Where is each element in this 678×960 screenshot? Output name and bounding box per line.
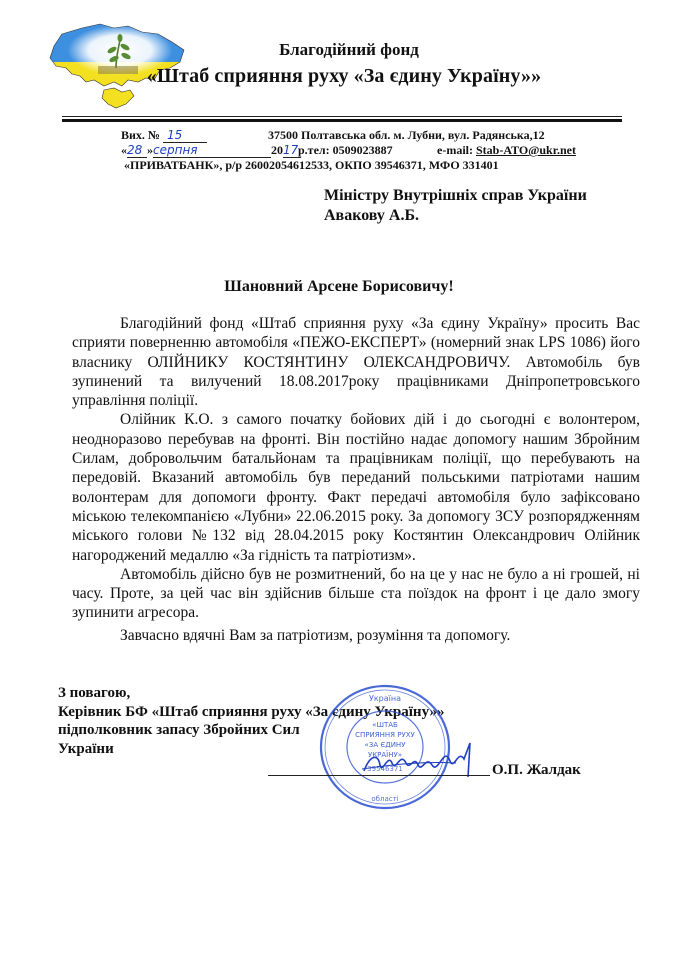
thanks-line: Завчасно вдячні Вам за патріотизм, розуміння та допомогу. — [120, 627, 511, 644]
outgoing-number: 15 — [163, 128, 207, 143]
svg-text:області: області — [371, 795, 399, 803]
addressee — [324, 186, 587, 226]
svg-text:«ШТАБ: «ШТАБ — [372, 721, 398, 729]
date-month: серпня — [153, 143, 271, 158]
date-year-prefix: 20 — [271, 143, 283, 157]
letter-body — [72, 314, 640, 623]
closing-rank-cont: України — [58, 740, 114, 757]
header-divider-thin — [62, 116, 622, 117]
email-label: e-mail: — [437, 143, 473, 157]
addressee-line2: Авакову А.Б. — [324, 207, 420, 224]
outgoing-label: Вих. № — [121, 128, 160, 142]
closing-regards: З повагою, — [58, 685, 131, 701]
closing-title: Керівник БФ «Штаб сприяння руху «За єдину Україну»» — [58, 703, 445, 720]
email-link[interactable]: Stab-ATO@ukr.net — [475, 143, 576, 157]
org-name-line2: «Штаб сприяння руху «За єдину Україну»» — [146, 65, 542, 87]
svg-text:«ЗА ЄДИНУ: «ЗА ЄДИНУ — [364, 741, 406, 749]
signature-line — [268, 775, 490, 776]
body-paragraph: Благодійний фонд «Штаб сприяння руху «За єдину Україну» просить Вас сприяти поверненню автомобіля «ПЕЖО-ЕКСПЕРТ» (номерний знак LPS 1086) його власнику ОЛІЙНИКУ КОСТЯНТИНУ ОЛЕКСАНДРОВИЧУ. Автомобіль був зупинений та вилучений 18.08.2017року працівниками Дніпропетровського управління поліції. — [72, 315, 640, 410]
svg-text:39546371: 39546371 — [367, 765, 403, 773]
bank-details: «ПРИВАТБАНК», р/р 26002054612533, ОКПО 39546371, МФО 331401 — [124, 158, 499, 172]
addressee-line1: Міністру Внутрішніх справ України — [324, 187, 587, 204]
svg-text:СПРИЯННЯ РУХУ: СПРИЯННЯ РУХУ — [355, 731, 415, 739]
body-paragraph: Олійник К.О. з самого початку бойових дій і до сьогодні є волонтером, неодноразово перебував на фронті. Він постійно надає допомогу нашим Збройним Силам, добровольчим батальйонам та працівникам поліції, що перебувають на передовій. Вказаний автомобіль був переданий польськими патріотами нашим волонтерам для допомоги фронту. Факт передачі автомобіля було зафіксовано міською телекомпанією «Лубни» 22.06.2015 року. За допомогу ЗСУ розпорядженням міського голови №132 від 28.04.2015 року Костянтин Олександрович Олійник нагороджений медаллю «За гідність та патріотизм». — [72, 411, 640, 564]
phone: р.тел: 0509023887 — [298, 143, 393, 157]
outgoing-number-field — [121, 128, 207, 143]
signer-name: О.П. Жалдак — [492, 762, 581, 778]
header-divider-thick — [62, 119, 622, 122]
email-field — [437, 143, 576, 158]
svg-text:УКРАЇНУ»: УКРАЇНУ» — [367, 751, 403, 759]
org-name-line1: Благодійний фонд — [279, 40, 419, 59]
body-paragraph: Автомобіль дійсно був не розмитнений, бо на це у нас не було а ні грошей, ні часу. Проте, за цей час він здійснив більше ста поїздок на фронт і це дало змогу зупинити агресора. — [72, 565, 640, 622]
date-year-suffix: 17 — [283, 143, 301, 158]
handwritten-signature-icon — [360, 735, 480, 780]
salutation: Шановний Арсене Борисовичу! — [224, 278, 454, 295]
date-day: 28 — [127, 143, 147, 158]
svg-text:Україна: Україна — [368, 694, 402, 703]
address: 37500 Полтавська обл. м. Лубни, вул. Радянська,12 — [268, 128, 545, 142]
closing-rank: підполковник запасу Збройних Сил — [58, 722, 300, 738]
date-field: «28 »серпня 2017 — [121, 143, 301, 158]
